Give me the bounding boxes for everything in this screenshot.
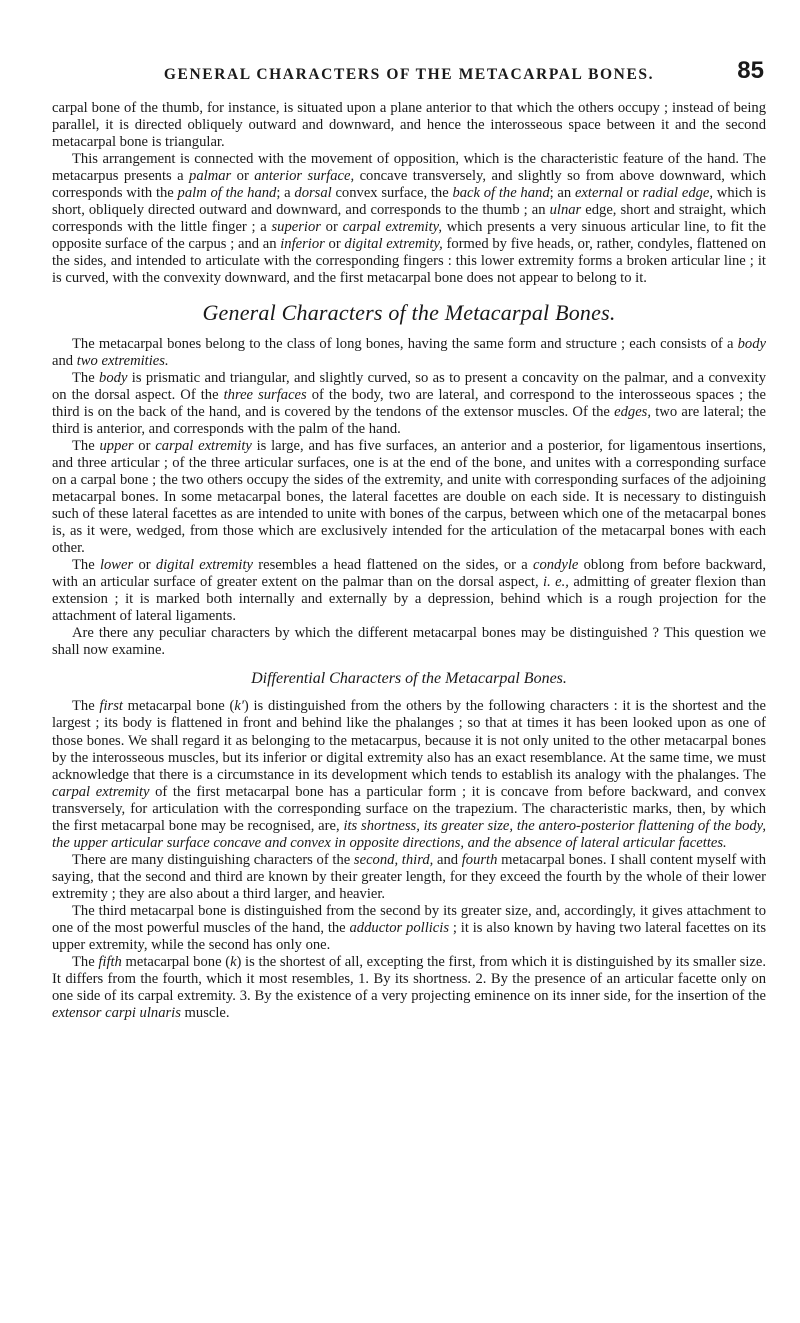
italic-term: upper <box>99 437 134 454</box>
paragraph <box>52 557 766 625</box>
italic-term: first <box>99 698 123 715</box>
text-run: or <box>133 437 156 454</box>
paragraph <box>52 370 766 438</box>
italic-term: fifth <box>98 954 122 971</box>
text-run: admitting of greater flexion than extension ; it is marked both internally and externally by a depression, behind which is a rough projection for the attachment of lateral ligaments. <box>52 574 766 625</box>
italic-term: palmar <box>189 168 232 185</box>
italic-term: condyle <box>532 557 579 574</box>
section-heading: General Characters of the Metacarpal Bones. <box>202 299 616 325</box>
text-run: and <box>52 352 77 369</box>
text-run: This arrangement is connected with the movement of opposition, which is the characteristic feature of the hand. The metacarpus presents a <box>52 151 766 185</box>
italic-term: i. e., <box>543 574 569 591</box>
italic-term: dorsal <box>294 185 332 202</box>
text-run: The metacarpal bones belong to the class of long bones, having the same form and structure ; each consists of a <box>72 335 738 352</box>
paragraph <box>52 100 766 151</box>
text-run: is large, and has five surfaces, an anterior and a posterior, for ligamentous insertions, and three articular ; of the three articular surfaces, one is at the end of the bone, and unites with a corresponding surface on a carpal bone ; the two others occupy the sides of the extremity, and unite with corresponding surfaces of the adjoining metacarpal bones. In some metacarpal bones, the lateral facettes are double on each side. It is necessary to distinguish such of these lateral facettes as are intended to unite with bones of the carpus, between which one of the metacarpal bones is, as it were, wedged, from those which are exclusively intended for the articulation of the metacarpal bones with each other. <box>52 437 766 557</box>
paragraph <box>52 698 766 851</box>
italic-term: k <box>230 954 237 971</box>
text-run: ; a <box>276 185 295 202</box>
text-run: ; an <box>549 185 575 202</box>
italic-term: external <box>574 185 623 202</box>
italic-term: lower <box>99 557 134 574</box>
italic-term: body <box>737 335 766 352</box>
text-run: concave transversely, and slightly so from above downward, which corresponds with the <box>52 168 766 202</box>
text-run: The <box>72 698 100 715</box>
text-run: formed by five heads, or, rather, condyles, flattened on the sides, and intended to articulate with the corresponding fingers : this lower extremity forms a broken articular line ; it is curved, with the convexity downward, and the first metacarpal bone does not appear to belong to it. <box>52 236 766 287</box>
italic-term: digital extremity <box>155 557 254 574</box>
text-run: which presents a very sinuous articular line, to fit the opposite surface of the carpus ; and an <box>52 219 766 253</box>
text-run: edge, short and straight, which corresponds with the little finger ; a <box>52 202 766 236</box>
text-run: of the body, two are lateral, and correspond to the interosseous spaces ; the third is on the back of the hand, and is covered by the tendons of the extensor muscles. Of the <box>52 386 766 420</box>
italic-term: palm of the hand <box>177 185 277 202</box>
page-body <box>52 100 766 1022</box>
italic-term: k' <box>234 698 244 715</box>
text-run: ) is distinguished from the others by the following characters : it is the shortest and the largest ; its body is flattened in front and behind like the phalanges ; so that at times it has been looked upon as one of those bones. We shall regard it as belonging to the metacarpus, because it is not only united to the other metacarpal bones by the interosseous muscles, but its inferior or digital extremity also has an exact resemblance. At the same time, we must acknowledge that there is a circumstance in its development which tends to establish its analogy with the phalanges. The <box>52 698 766 783</box>
text-run: ; it is also known by having two lateral facettes on its upper extremity, while the second has only one. <box>52 920 766 954</box>
italic-term: second, third, <box>353 851 434 868</box>
text-run: The <box>72 369 100 386</box>
text-run: convex surface, the <box>331 185 453 202</box>
text-run: which is short, obliquely directed outward and downward, and corresponds to the thumb ; an <box>52 185 766 219</box>
paragraph <box>52 151 766 287</box>
italic-term: carpal extremity <box>155 437 252 454</box>
text-run: resembles a head flattened on the sides, or a <box>253 557 533 574</box>
italic-term: body <box>99 369 128 386</box>
italic-term: its shortness, its greater size, the antero-posterior flattening of the body, the upper articular surface concave and convex in opposite directions, and the absence of lateral articular facettes. <box>52 817 767 851</box>
text-run: The <box>72 954 99 971</box>
paragraph <box>52 903 766 954</box>
text-run: metacarpal bone ( <box>122 698 235 715</box>
paragraph <box>52 625 766 659</box>
italic-term: extensor carpi ulnaris <box>52 1005 181 1022</box>
text-run: and <box>433 851 462 868</box>
text-run: muscle. <box>180 1005 230 1022</box>
text-run: or <box>622 185 643 202</box>
text-run: ) is the shortest of all, excepting the first, from which it is distinguished by its smaller size. It differs from the fourth, which it most resembles, 1. By its shortness. 2. By the presence of an articular facette only on one side of its carpal extremity. 3. By the existence of a very projecting eminence on its inner side, for the insertion of the <box>52 954 766 1005</box>
text-run: of the first metacarpal bone has a particular form ; it is concave from before backward, and convex transversely, for articulation with the corresponding surface on the trapezium. The characteristic marks, then, by which the first metacarpal bone may be recognised, are, <box>52 783 766 834</box>
italic-term: two extremities. <box>76 352 169 369</box>
text-run: oblong from before backward, with an articular surface of greater extent on the palmar than on the dorsal aspect, <box>52 557 766 591</box>
text-run: or <box>231 168 255 185</box>
text-run: or <box>324 236 345 253</box>
text-run: carpal bone of the thumb, for instance, is situated upon a plane anterior to that which the others occupy ; instead of being parallel, it is directed obliquely outward and downward, and hence the interosseous space between it and the second metacarpal bone is triangular. <box>52 100 766 151</box>
text-run: The third metacarpal bone is distinguished from the second by its greater size, and, accordingly, it gives attachment to one of the most powerful muscles of the hand, the <box>52 902 766 937</box>
text-run: two are lateral; the third is anterior, and corresponds with the palm of the hand. <box>52 403 767 437</box>
italic-term: anterior surface, <box>254 168 355 185</box>
text-run: There are many distinguishing characters of the <box>72 851 354 868</box>
running-title: GENERAL CHARACTERS OF THE METACARPAL BONES. <box>163 66 655 83</box>
page-number: 85 <box>737 57 764 84</box>
italic-term: ulnar <box>549 202 582 219</box>
italic-term: digital extremity, <box>344 236 443 253</box>
text-run: or <box>133 557 156 574</box>
text-run: The <box>72 437 100 454</box>
paragraph <box>52 852 766 903</box>
italic-term: three surfaces <box>223 386 307 403</box>
italic-term: carpal extremity <box>52 783 150 800</box>
italic-term: back of the hand <box>452 185 550 202</box>
text-run: metacarpal bone ( <box>121 954 231 971</box>
paragraph <box>52 336 766 370</box>
text-run: or <box>320 219 343 236</box>
subsection-heading: Differential Characters of the Metacarpal Bones. <box>251 670 567 688</box>
text-run: Are there any peculiar characters by which the different metacarpal bones may be distinguished ? This question we shall now examine. <box>52 625 766 659</box>
italic-term: superior <box>271 219 321 236</box>
italic-term: edges, <box>614 403 652 420</box>
italic-term: carpal extremity, <box>342 219 442 236</box>
paragraph <box>52 954 766 1022</box>
text-run: The <box>72 557 100 574</box>
italic-term: fourth <box>461 851 498 868</box>
paragraph <box>52 438 766 557</box>
italic-term: adductor pollicis <box>349 920 450 937</box>
italic-term: radial edge, <box>642 185 714 202</box>
italic-term: inferior <box>280 236 325 253</box>
running-head <box>52 57 766 88</box>
text-run: metacarpal bones. I shall content myself with saying, that the second and third are known by their greater length, for they exceed the fourth by the whole of their lower extremity ; they are also about a third larger, and heavier. <box>52 851 766 902</box>
text-run: is prismatic and triangular, and slightly curved, so as to present a concavity on the palmar, and a convexity on the dorsal aspect. Of the <box>52 369 767 403</box>
